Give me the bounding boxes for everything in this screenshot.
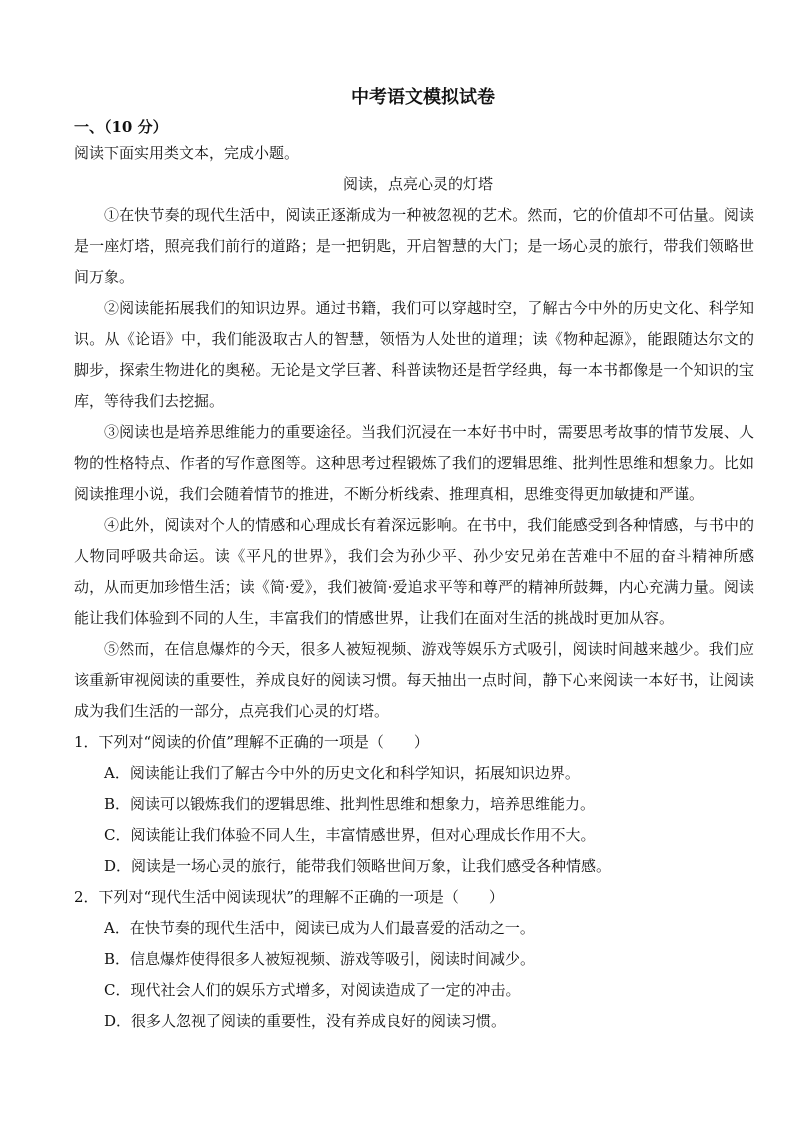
- option-b: B．信息爆炸使得很多人被短视频、游戏等吸引，阅读时间减少。: [104, 950, 536, 968]
- option-c: C．现代社会人们的娱乐方式增多，对阅读造成了一定的冲击。: [104, 981, 521, 999]
- instruction-text: 阅读下面实用类文本，完成小题。: [74, 144, 300, 162]
- article-title: 阅读，点亮心灵的灯塔: [342, 175, 493, 193]
- option-b: B．阅读可以锻炼我们的逻辑思维、批判性思维和想象力，培养思维能力。: [104, 795, 596, 813]
- option-d: D．阅读是一场心灵的旅行，能带我们领略世间万象，让我们感受各种情感。: [104, 857, 612, 875]
- option-a: A．阅读能让我们了解古今中外的历史文化和科学知识，拓展知识边界。: [104, 764, 580, 782]
- question-stem: 2．下列对“现代生活中阅读现状”的理解不正确的一项是（ ）: [74, 888, 504, 906]
- exam-title: 中考语文模拟试卷: [351, 87, 495, 108]
- question-1: [74, 727, 754, 882]
- question-stem: 1．下列对“阅读的价值”理解不正确的一项是（ ）: [74, 733, 429, 751]
- article-paragraph-4: ④此外，阅读对个人的情感和心理成长有着深远影响。在书中，我们能感受到各种情感，与书中的人物同呼吸共命运。读《平凡的世界》，我们会为孙少平、孙少安兄弟在苦难中不屈的奋斗精神所感动，从而更加珍惜生活；读《简·爱》，我们被简·爱追求平等和尊严的精神所鼓舞，内心充满力量。阅读能让我们体验到不同的人生，丰富我们的情感世界，让我们在面对生活的挑战时更加从容。: [74, 516, 754, 627]
- exam-page: [74, 84, 754, 1037]
- question-2: [74, 882, 754, 1037]
- article-paragraph-5: ⑤然而，在信息爆炸的今天，很多人被短视频、游戏等娱乐方式吸引，阅读时间越来越少。我们应该重新审视阅读的重要性，养成良好的阅读习惯。每天抽出一点时间，静下心来阅读一本好书，让阅读成为我们生活的一部分，点亮我们心灵的灯塔。: [74, 640, 754, 720]
- section-heading: 一、（10 分）: [74, 118, 168, 136]
- article-paragraph-2: ②阅读能拓展我们的知识边界。通过书籍，我们可以穿越时空，了解古今中外的历史文化、科学知识。从《论语》中，我们能汲取古人的智慧，领悟为人处世的道理；读《物种起源》，能跟随达尔文的脚步，探索生物进化的奥秘。无论是文学巨著、科普读物还是哲学经典，每一本书都像是一个知识的宝库，等待我们去挖掘。: [74, 299, 754, 410]
- article-paragraph-3: ③阅读也是培养思维能力的重要途径。当我们沉浸在一本好书中时，需要思考故事的情节发展、人物的性格特点、作者的写作意图等。这种思考过程锻炼了我们的逻辑思维、批判性思维和想象力。比如阅读推理小说，我们会随着情节的推进，不断分析线索、推理真相，思维变得更加敏捷和严谨。: [74, 423, 754, 503]
- option-a: A．在快节奏的现代生活中，阅读已成为人们最喜爱的活动之一。: [104, 919, 535, 937]
- option-c: C．阅读能让我们体验不同人生，丰富情感世界，但对心理成长作用不大。: [104, 826, 596, 844]
- option-d: D．很多人忽视了阅读的重要性，没有养成良好的阅读习惯。: [104, 1012, 507, 1030]
- article-paragraph-1: ①在快节奏的现代生活中，阅读正逐渐成为一种被忽视的艺术。然而，它的价值却不可估量。阅读是一座灯塔，照亮我们前行的道路；是一把钥匙，开启智慧的大门；是一场心灵的旅行，带我们领略世间万象。: [74, 206, 754, 286]
